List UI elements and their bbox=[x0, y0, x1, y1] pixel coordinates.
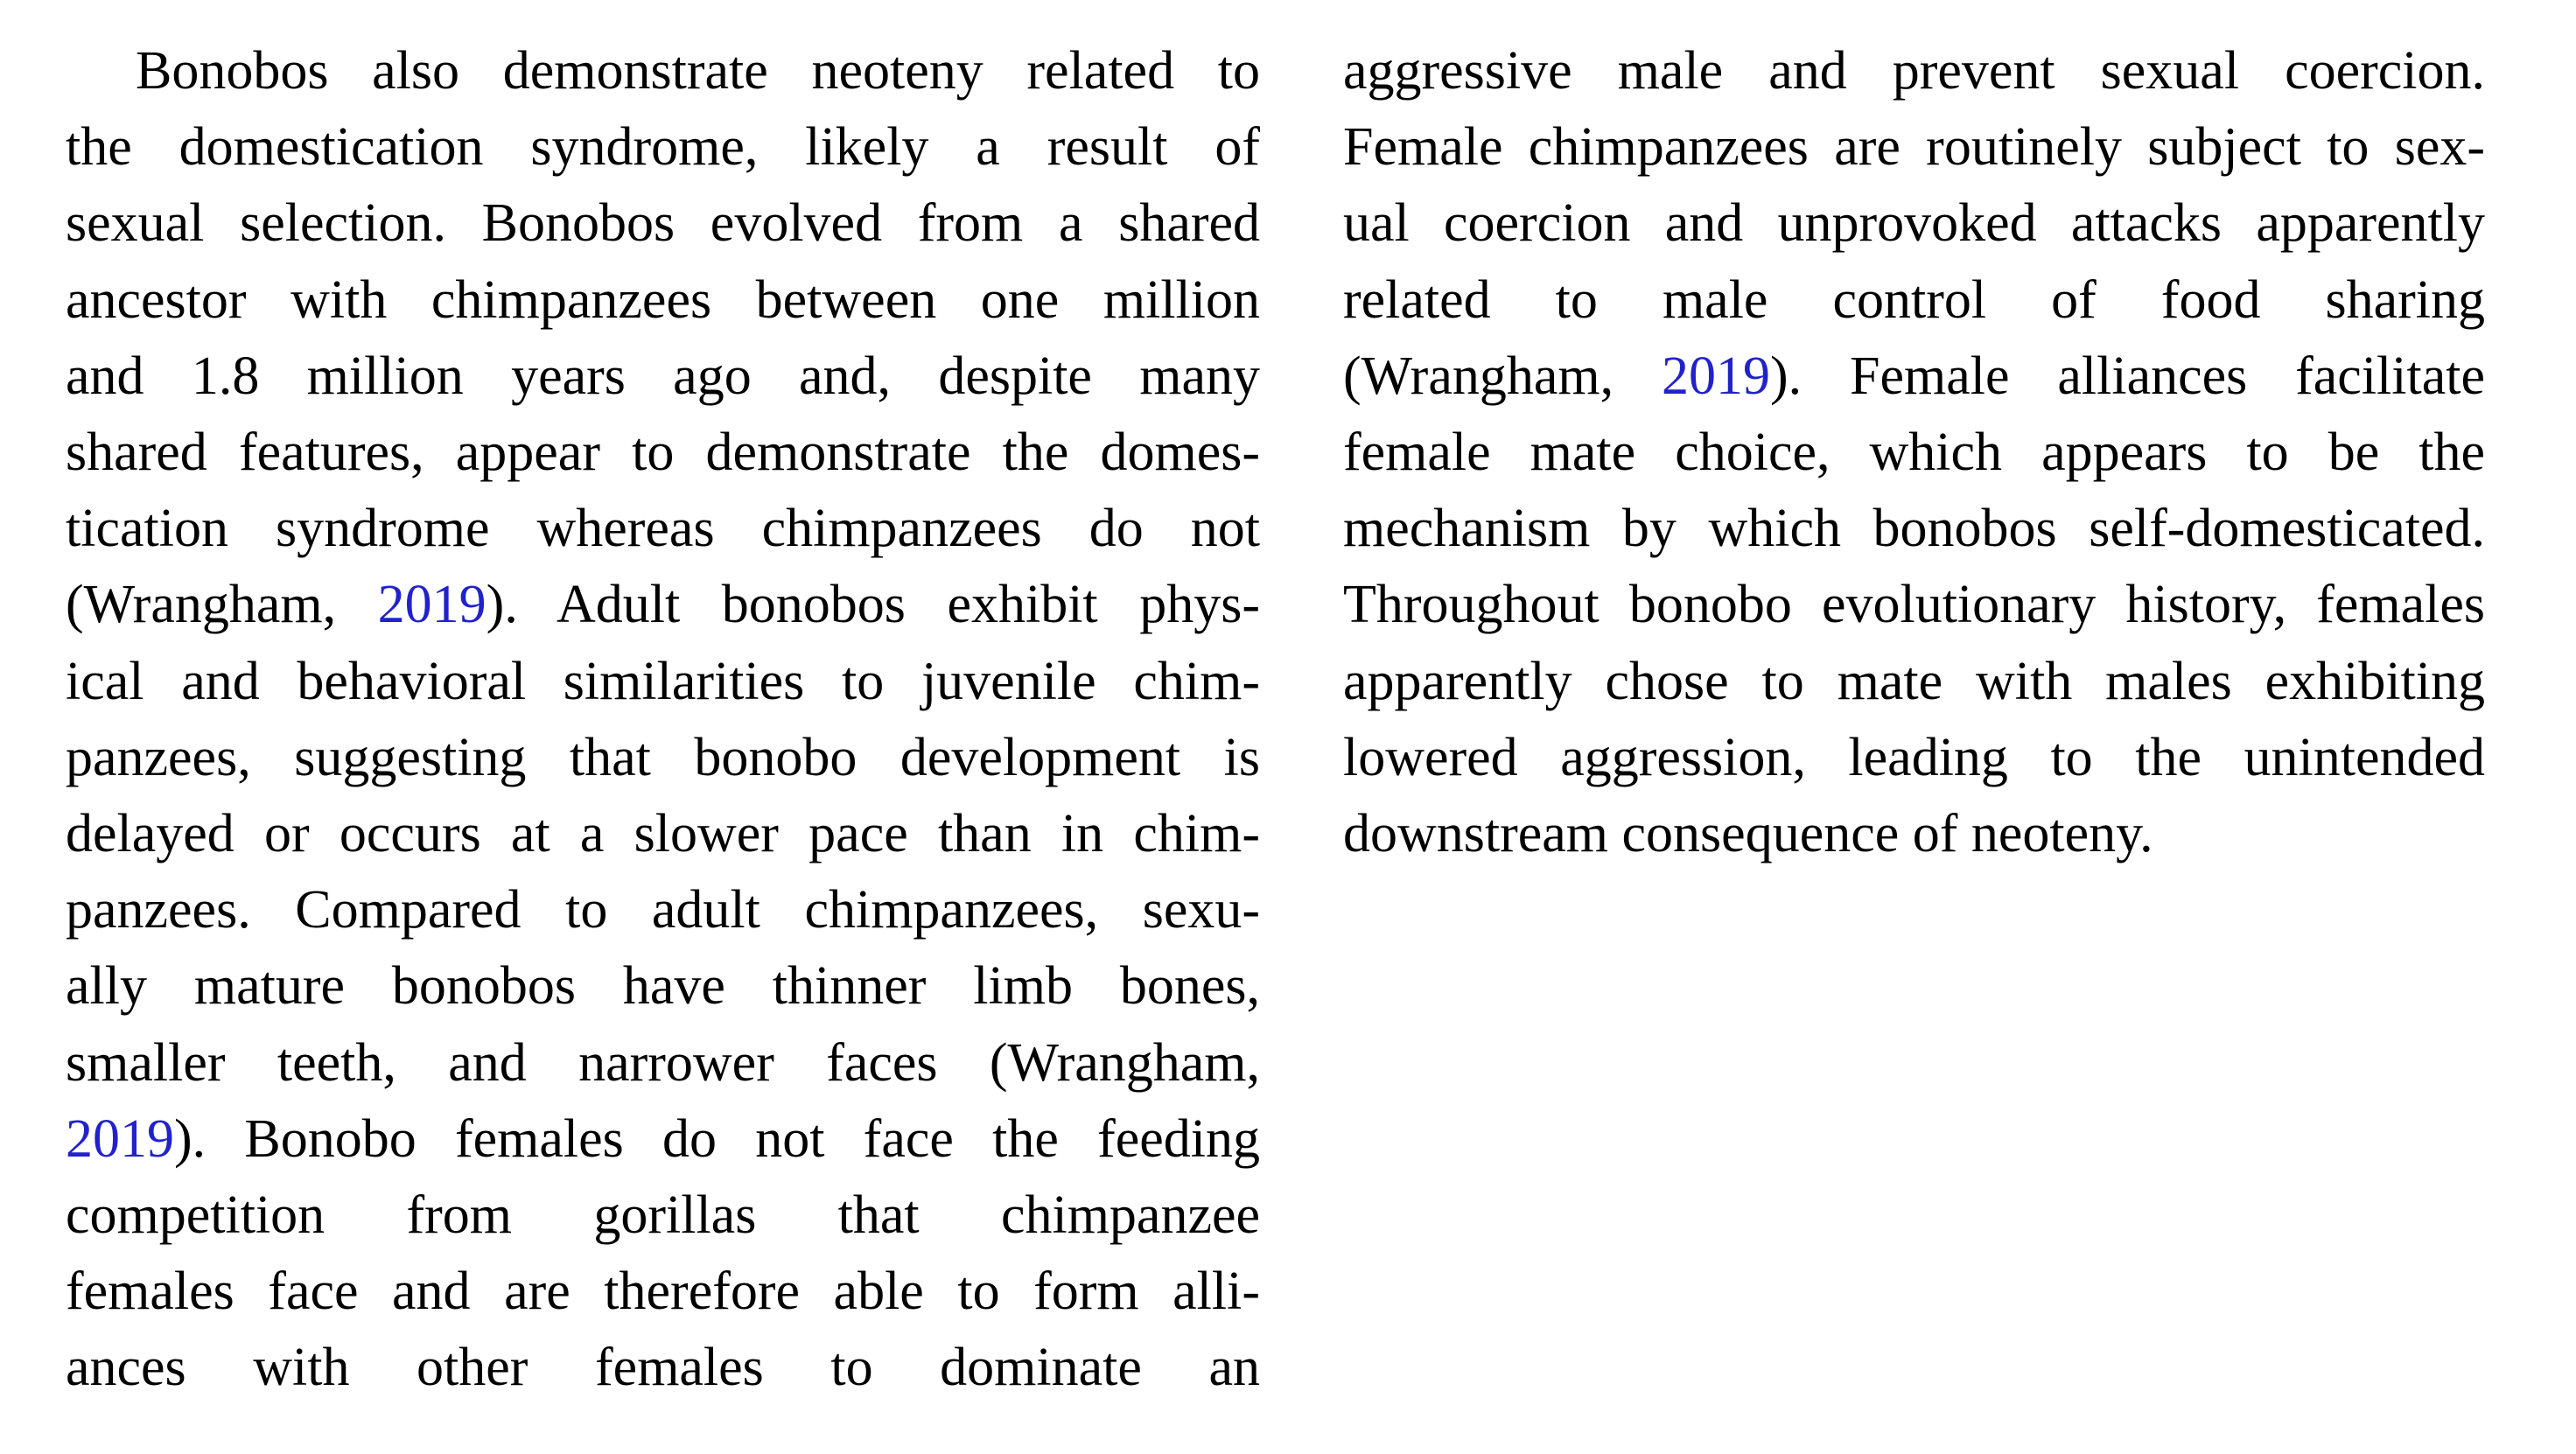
text-segment: ances with other females to dominate an bbox=[66, 1338, 1260, 1398]
text-line bbox=[66, 796, 1260, 872]
text-line bbox=[66, 491, 1260, 567]
text-line bbox=[66, 185, 1260, 262]
text-line bbox=[66, 1254, 1260, 1330]
text-segment: Bonobos also demonstrate neoteny related to bbox=[136, 41, 1260, 101]
text-segment: Throughout bonobo evolutionary history, females bbox=[1343, 575, 2485, 635]
text-segment: ). Bonobo females do not face the feeding bbox=[174, 1108, 1260, 1169]
text-line bbox=[1343, 796, 2485, 872]
text-line bbox=[1343, 262, 2485, 339]
text-line bbox=[66, 1178, 1260, 1254]
text-segment: panzees, suggesting that bonobo development is bbox=[66, 727, 1260, 787]
text-line bbox=[66, 567, 1260, 643]
text-line bbox=[66, 948, 1260, 1024]
text-segment: (Wrangham, bbox=[66, 575, 378, 635]
text-line bbox=[1343, 720, 2485, 796]
text-segment: downstream consequence of neoteny. bbox=[1343, 804, 2153, 864]
text-segment: smaller teeth, and narrower faces (Wrangham, bbox=[66, 1032, 1260, 1093]
text-column-right bbox=[1343, 33, 2485, 872]
text-line bbox=[66, 415, 1260, 491]
text-line bbox=[66, 1025, 1260, 1101]
text-line bbox=[66, 339, 1260, 415]
text-line bbox=[1343, 415, 2485, 491]
text-line bbox=[1343, 33, 2485, 109]
text-segment: ancestor with chimpanzees between one million bbox=[66, 269, 1260, 330]
text-segment: panzees. Compared to adult chimpanzees, sexu- bbox=[66, 880, 1260, 940]
text-line bbox=[1343, 491, 2485, 567]
text-line bbox=[66, 644, 1260, 720]
text-line bbox=[66, 1101, 1260, 1178]
text-line bbox=[1343, 185, 2485, 262]
text-segment: ical and behavioral similarities to juvenile chim- bbox=[66, 651, 1260, 711]
text-line bbox=[1343, 109, 2485, 185]
citation-link-2019[interactable]: 2019 bbox=[1661, 346, 1770, 406]
text-line bbox=[66, 872, 1260, 948]
text-segment: ). Female alliances facilitate bbox=[1769, 346, 2485, 406]
text-segment: ally mature bonobos have thinner limb bones, bbox=[66, 956, 1260, 1017]
text-line bbox=[66, 262, 1260, 339]
text-line bbox=[66, 1330, 1260, 1406]
text-segment: and 1.8 million years ago and, despite many bbox=[66, 346, 1260, 406]
text-segment: ual coercion and unprovoked attacks apparently bbox=[1343, 193, 2485, 254]
text-line bbox=[1343, 339, 2485, 415]
citation-link-2019[interactable]: 2019 bbox=[66, 1108, 174, 1169]
text-segment: competition from gorillas that chimpanzee bbox=[66, 1185, 1260, 1246]
text-segment: aggressive male and prevent sexual coercion. bbox=[1343, 41, 2485, 101]
citation-link-2019[interactable]: 2019 bbox=[377, 575, 486, 635]
text-segment: related to male control of food sharing bbox=[1343, 269, 2485, 330]
text-segment: the domestication syndrome, likely a result of bbox=[66, 117, 1260, 178]
text-line bbox=[66, 109, 1260, 185]
text-segment: sexual selection. Bonobos evolved from a shared bbox=[66, 193, 1260, 254]
text-line bbox=[66, 720, 1260, 796]
text-segment: tication syndrome whereas chimpanzees do not bbox=[66, 499, 1260, 559]
text-line bbox=[1343, 644, 2485, 720]
text-segment: delayed or occurs at a slower pace than in chim- bbox=[66, 804, 1260, 864]
text-segment: female mate choice, which appears to be the bbox=[1343, 423, 2485, 483]
text-segment: (Wrangham, bbox=[1343, 346, 1662, 406]
text-line bbox=[66, 33, 1260, 109]
text-segment: lowered aggression, leading to the unintended bbox=[1343, 727, 2485, 787]
text-segment: mechanism by which bonobos self-domesticated. bbox=[1343, 499, 2485, 559]
text-column-left bbox=[66, 33, 1260, 1407]
text-line bbox=[1343, 567, 2485, 643]
text-segment: ). Adult bonobos exhibit phys- bbox=[486, 575, 1260, 635]
text-segment: Female chimpanzees are routinely subject to sex- bbox=[1343, 117, 2485, 178]
text-segment: shared features, appear to demonstrate the domes- bbox=[66, 423, 1260, 483]
text-segment: apparently chose to mate with males exhibiting bbox=[1343, 651, 2485, 711]
text-segment: females face and are therefore able to form alli- bbox=[66, 1262, 1260, 1322]
